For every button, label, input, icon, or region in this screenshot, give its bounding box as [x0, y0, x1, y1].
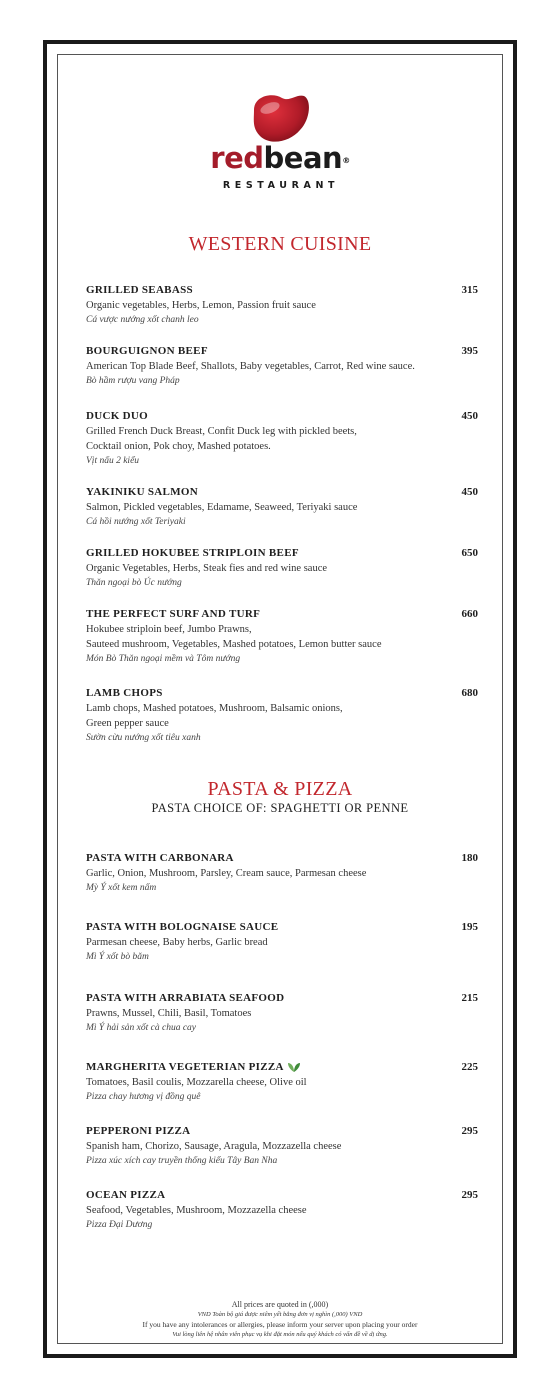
menu-item-description: Organic vegetables, Herbs, Lemon, Passion fruit sauce — [86, 300, 316, 311]
menu-item-name-text: THE PERFECT SURF AND TURF — [86, 608, 261, 620]
footnote-line-4: Vui lòng liên hệ nhân viên phục vụ khi đặt món nếu quý khách có vấn đề về dị ứng. — [172, 1331, 388, 1338]
menu-item-vietnamese-name: Vịt nấu 2 kiểu — [86, 456, 140, 466]
menu-item-price: 195 — [461, 921, 478, 933]
menu-item-name-text: OCEAN PIZZA — [86, 1189, 166, 1201]
menu-item — [86, 409, 478, 469]
menu-item-description: Parmesan cheese, Baby herbs, Garlic bread — [86, 937, 268, 948]
menu-item-name — [86, 1060, 478, 1075]
menu-item-vietnamese-name: Mỳ Ý xốt kem nấm — [86, 883, 157, 893]
menu-item-price: 450 — [461, 486, 478, 498]
menu-item-description: Lamb chops, Mashed potatoes, Mushroom, Balsamic onions, — [86, 703, 343, 714]
menu-item-price: 180 — [461, 852, 478, 864]
menu-item — [86, 1060, 478, 1105]
western-section-title: WESTERN CUISINE — [188, 233, 372, 255]
menu-item-name-text: PEPPERONI PIZZA — [86, 1125, 191, 1137]
footnote-line-3: If you have any intolerances or allergies, please inform your server upon placing your order — [142, 1320, 418, 1329]
menu-item-price: 660 — [461, 608, 478, 620]
menu-item — [86, 607, 478, 667]
menu-item-name-text: PASTA WITH BOLOGNAISE SAUCE — [86, 921, 279, 933]
menu-item-vietnamese-name: Pizza Đại Dương — [86, 1220, 153, 1230]
menu-item — [86, 485, 478, 530]
menu-item-description: Sauteed mushroom, Vegetables, Mashed potatoes, Lemon butter sauce — [86, 639, 382, 650]
menu-item-vietnamese-name: Mì Ý hải sản xốt cà chua cay — [86, 1023, 197, 1033]
menu-item-vietnamese-name: Cá vược nướng xốt chanh leo — [86, 315, 199, 325]
menu-item — [86, 991, 478, 1036]
menu-item-name — [86, 546, 478, 561]
menu-item-description: Tomatoes, Basil coulis, Mozzarella cheese, Olive oil — [86, 1077, 307, 1088]
menu-item-name-text: MARGHERITA VEGETERIAN PIZZA — [86, 1061, 284, 1073]
menu-item-description: Salmon, Pickled vegetables, Edamame, Seaweed, Teriyaki sauce — [86, 502, 358, 513]
menu-item-name-text: LAMB CHOPS — [86, 687, 163, 699]
menu-item-price: 395 — [461, 345, 478, 357]
red-bean-icon — [248, 90, 312, 146]
menu-item-name-text: GRILLED HOKUBEE STRIPLOIN BEEF — [86, 547, 299, 559]
menu-item-name — [86, 607, 478, 622]
menu-item-vietnamese-name: Món Bò Thăn ngoại mềm và Tôm nướng — [86, 654, 241, 664]
menu-item — [86, 1188, 478, 1233]
menu-item-price: 680 — [461, 687, 478, 699]
menu-item — [86, 1124, 478, 1169]
menu-item-vietnamese-name: Sườn cừu nướng xốt tiêu xanh — [86, 733, 201, 743]
menu-item-price: 450 — [461, 410, 478, 422]
footnote-line-1: All prices are quoted in (,000) — [231, 1300, 329, 1309]
menu-item-vietnamese-name: Pizza xúc xích cay truyền thống kiểu Tây Ban Nha — [86, 1156, 278, 1166]
menu-item-name — [86, 686, 478, 701]
menu-item-description: Grilled French Duck Breast, Confit Duck leg with pickled beets, — [86, 426, 357, 437]
menu-item — [86, 283, 478, 328]
menu-item-name — [86, 920, 478, 935]
menu-item — [86, 851, 478, 896]
menu-item-description: Cocktail onion, Pok choy, Mashed potatoes. — [86, 441, 271, 452]
menu-item-description: Green pepper sauce — [86, 718, 169, 729]
menu-item-price: 295 — [461, 1189, 478, 1201]
menu-item-vietnamese-name: Thăn ngoại bò Úc nướng — [86, 578, 182, 588]
menu-item-name — [86, 344, 478, 359]
menu-item-price: 225 — [461, 1061, 478, 1073]
menu-item-name — [86, 409, 478, 424]
menu-item-name-text: PASTA WITH CARBONARA — [86, 852, 234, 864]
menu-item-price: 295 — [461, 1125, 478, 1137]
pasta-section-subtitle: PASTA CHOICE OF: SPAGHETTI OR PENNE — [151, 801, 409, 815]
menu-item-price: 315 — [461, 284, 478, 296]
menu-item-vietnamese-name: Cá hồi nướng xốt Teriyaki — [86, 517, 186, 527]
pasta-section-title: PASTA & PIZZA — [207, 778, 353, 800]
menu-item-name — [86, 485, 478, 500]
menu-item-description: Hokubee striploin beef, Jumbo Prawns, — [86, 624, 252, 635]
menu-item-price: 215 — [461, 992, 478, 1004]
menu-item-name — [86, 1124, 478, 1139]
menu-item-name — [86, 1188, 478, 1203]
menu-item — [86, 546, 478, 591]
menu-item-vietnamese-name: Pizza chay hương vị đồng quê — [86, 1092, 201, 1102]
menu-item — [86, 344, 478, 389]
menu-item-name — [86, 851, 478, 866]
brand-subtitle: RESTAURANT — [222, 180, 340, 191]
menu-item-description: Garlic, Onion, Mushroom, Parsley, Cream sauce, Parmesan cheese — [86, 868, 367, 879]
menu-item — [86, 686, 478, 746]
menu-item-vietnamese-name: Mì Ý xốt bò băm — [86, 952, 149, 962]
vegetarian-leaf-icon — [287, 1062, 301, 1072]
menu-item-vietnamese-name: Bò hầm rượu vang Pháp — [86, 376, 180, 386]
menu-item-description: Organic Vegetables, Herbs, Steak fies and red wine sauce — [86, 563, 328, 574]
brand-logo-wordmark — [190, 140, 370, 176]
menu-item — [86, 920, 478, 965]
menu-item-description: Prawns, Mussel, Chili, Basil, Tomatoes — [86, 1008, 252, 1019]
menu-item-description: American Top Blade Beef, Shallots, Baby vegetables, Carrot, Red wine sauce. — [86, 361, 415, 372]
menu-item-price: 650 — [461, 547, 478, 559]
menu-item-description: Spanish ham, Chorizo, Sausage, Aragula, Mozzazella cheese — [86, 1141, 342, 1152]
menu-item-name — [86, 991, 478, 1006]
price-footnote — [0, 1300, 560, 1340]
footnote-line-2: VND Toàn bộ giá được niêm yết bằng đơn vị nghìn (,000) VND — [197, 1311, 363, 1318]
menu-item-name-text: PASTA WITH ARRABIATA SEAFOOD — [86, 992, 285, 1004]
brand-bean: bean — [263, 141, 343, 175]
menu-item-description: Seafood, Vegetables, Mushroom, Mozzazella cheese — [86, 1205, 307, 1216]
menu-item-name-text: BOURGUIGNON BEEF — [86, 345, 208, 357]
menu-item-name — [86, 283, 478, 298]
menu-item-name-text: GRILLED SEABASS — [86, 284, 193, 296]
brand-red: red — [210, 141, 264, 175]
menu-item-name-text: DUCK DUO — [86, 410, 148, 422]
registered-mark: ® — [342, 156, 350, 165]
menu-item-name-text: YAKINIKU SALMON — [86, 486, 198, 498]
